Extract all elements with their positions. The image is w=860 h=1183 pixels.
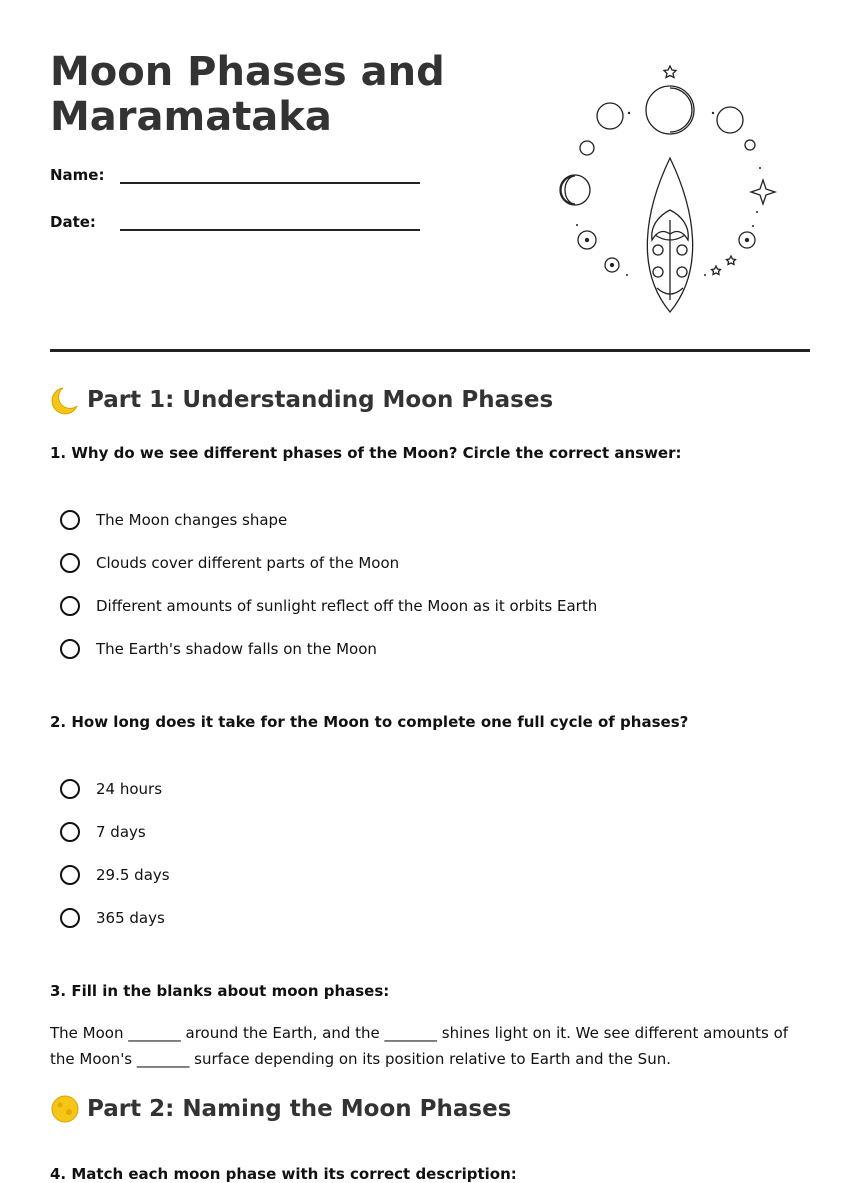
- date-field[interactable]: [50, 209, 420, 231]
- question-2: 2. How long does it take for the Moon to complete one full cycle of phases?: [50, 713, 689, 731]
- name-field[interactable]: [50, 162, 420, 184]
- radio-circle[interactable]: [60, 822, 80, 842]
- q1-option-label: Different amounts of sunlight reflect off the Moon as it orbits Earth: [96, 597, 598, 615]
- radio-circle[interactable]: [60, 908, 80, 928]
- part2-heading-text: Part 2: Naming the Moon Phases: [87, 1096, 512, 1122]
- q2-option-label: 29.5 days: [96, 866, 170, 884]
- question-4: 4. Match each moon phase with its correct description:: [50, 1165, 517, 1183]
- question-1: 1. Why do we see different phases of the Moon? Circle the correct answer:: [50, 444, 682, 462]
- q1-option-label: Clouds cover different parts of the Moon: [96, 554, 400, 572]
- radio-circle[interactable]: [60, 639, 80, 659]
- date-line[interactable]: [120, 209, 420, 231]
- q2-option[interactable]: [60, 865, 170, 885]
- q2-option[interactable]: [60, 779, 162, 799]
- radio-circle[interactable]: [60, 865, 80, 885]
- q2-option[interactable]: [60, 822, 146, 842]
- q2-option-label: 365 days: [96, 909, 165, 927]
- part1-heading: [50, 385, 553, 415]
- q2-option-label: 7 days: [96, 823, 146, 841]
- radio-circle[interactable]: [60, 596, 80, 616]
- radio-circle[interactable]: [60, 510, 80, 530]
- question-3: 3. Fill in the blanks about moon phases:: [50, 982, 390, 1000]
- name-label: Name:: [50, 166, 105, 184]
- moon-cycle-illustration: [555, 60, 785, 320]
- header-divider: [50, 349, 810, 352]
- moon-phase-ring-icon: [555, 60, 785, 320]
- q1-option-label: The Earth's shadow falls on the Moon: [96, 640, 377, 658]
- q2-option[interactable]: [60, 908, 165, 928]
- q2-option-label: 24 hours: [96, 780, 163, 798]
- page-title: Moon Phases and Maramataka: [50, 49, 445, 140]
- q1-option[interactable]: [60, 553, 399, 573]
- fill-in-blanks-text: The Moon _______ around the Earth, and the _______ shines light on it. We see different amounts of the Moon's _______ surface depending on its position relative to Earth and the Sun.: [50, 1024, 789, 1068]
- q1-option[interactable]: [60, 510, 287, 530]
- date-label: Date:: [50, 213, 96, 231]
- q1-option-label: The Moon changes shape: [96, 511, 288, 529]
- part2-heading: [50, 1094, 511, 1124]
- radio-circle[interactable]: [60, 553, 80, 573]
- full-moon-icon: [50, 1094, 80, 1124]
- part1-heading-text: Part 1: Understanding Moon Phases: [87, 387, 554, 413]
- radio-circle[interactable]: [60, 779, 80, 799]
- q1-option[interactable]: [60, 639, 377, 659]
- q1-option[interactable]: [60, 596, 597, 616]
- crescent-moon-icon: [50, 385, 80, 415]
- name-line[interactable]: [120, 162, 420, 184]
